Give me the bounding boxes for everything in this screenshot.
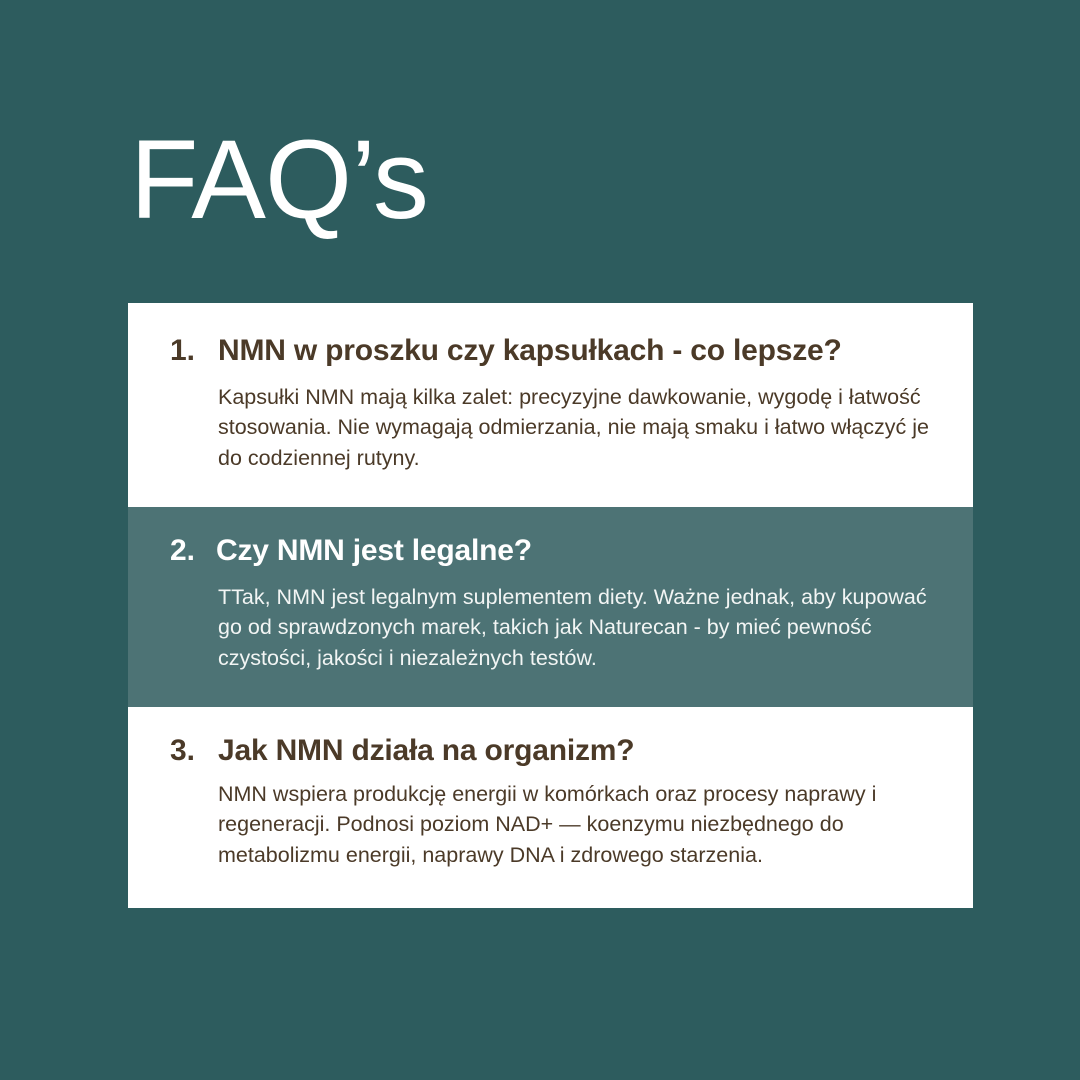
faq-question-row — [170, 533, 931, 570]
faq-item-answer: NMN wspiera produkcję energii w komórkach oraz procesy naprawy i regeneracji. Podnosi poziom NAD+ — koenzymu niezbędnego do metabolizmu energii, naprawy DNA i zdrowego starzenia. — [218, 781, 877, 867]
faq-item-number: 1. — [170, 334, 196, 367]
faq-question-row — [170, 333, 931, 370]
faq-item-answer: TTak, NMN jest legalnym suplementem diety. Ważne jednak, aby kupować go od sprawdzonych marek, takich jak Naturecan - by mieć pewność czystości, jakości i niezależnych testów. — [218, 584, 927, 670]
faq-item-1[interactable] — [128, 303, 973, 507]
faq-item-question: NMN w proszku czy kapsułkach - co lepsze? — [218, 334, 842, 367]
page-title: FAQ’s — [130, 117, 428, 242]
faq-list — [128, 303, 973, 908]
faq-item-answer: Kapsułki NMN mają kilka zalet: precyzyjne dawkowanie, wygodę i łatwość stosowania. Nie wymagają odmierzania, nie mają smaku i łatwo włączyć je do codziennej rutyny. — [218, 384, 929, 470]
faq-item-number: 3. — [170, 734, 196, 768]
faq-item-number: 2. — [170, 534, 196, 568]
faq-item-3[interactable] — [128, 707, 973, 908]
faq-question-row — [170, 733, 931, 770]
faq-item-2[interactable] — [128, 507, 973, 707]
faq-item-question: Jak NMN działa na organizm? — [218, 734, 635, 768]
faq-item-question: Czy NMN jest legalne? — [216, 534, 532, 568]
